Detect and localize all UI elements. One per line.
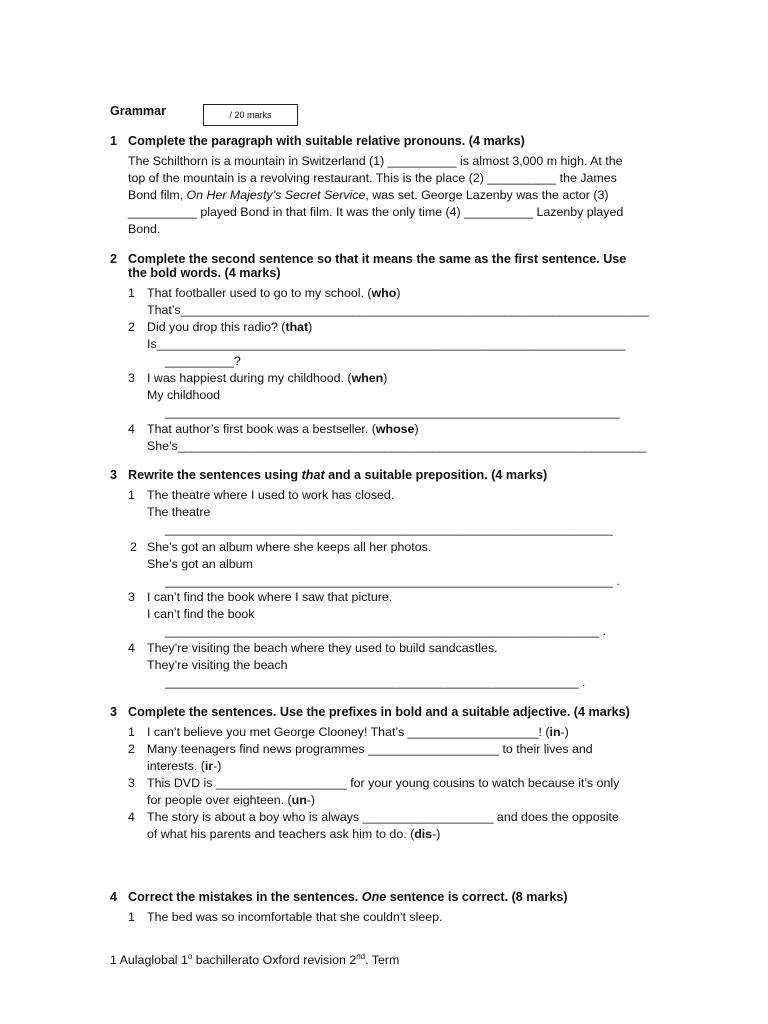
ex2-item-2-number: 2 bbox=[128, 320, 135, 334]
ex3-item-1-text: The theatre where I used to work has closed. bbox=[147, 488, 395, 502]
ex2-item-3-stem: My childhood bbox=[147, 388, 221, 402]
ex4-item-4-number: 4 bbox=[128, 810, 135, 824]
ex2-item-3-close: ) bbox=[383, 371, 388, 385]
ex5-heading-pre: Correct the mistakes in the sentences. bbox=[128, 890, 362, 904]
ex4-item-4-close: -) bbox=[432, 827, 441, 841]
ex2-item-4-number: 4 bbox=[128, 422, 135, 436]
ex4-item-3-prefix: un bbox=[291, 793, 307, 807]
ex2-item-2-prompt: Did you drop this radio? ( bbox=[147, 320, 286, 334]
ex2-item-1-answer[interactable]: That’s____________________________________________________________________ bbox=[147, 303, 650, 317]
ex2-item-3-answer[interactable]: __________________________________________________________________ bbox=[165, 405, 620, 419]
ex2-item-1-keyword: who bbox=[371, 286, 397, 300]
ex3-item-4-blank[interactable]: ____________________________________________________________ . bbox=[165, 675, 586, 689]
ex2-item-3-keyword: when bbox=[351, 371, 384, 385]
ex2-item-2-text bbox=[147, 319, 312, 336]
ex5-heading-post: sentence is correct. (8 marks) bbox=[386, 890, 568, 904]
ex2-item-4-keyword: whose bbox=[375, 422, 415, 436]
ex4-item-3-prompt: for people over eighteen. ( bbox=[147, 793, 292, 807]
ex3-item-1-blank[interactable]: _________________________________________________________________ bbox=[165, 522, 613, 536]
ex2-heading-1: Complete the second sentence so that it means the same as the first sentence. Use bbox=[128, 252, 627, 266]
ex4-item-2-line-2 bbox=[147, 758, 221, 775]
ex2-item-2-keyword: that bbox=[285, 320, 309, 334]
ex4-item-3-line-1: This DVD is ___________________ for your young cousins to watch because it’s only bbox=[147, 776, 620, 790]
ex5-heading-italic: One bbox=[361, 890, 387, 904]
ex5-number: 4 bbox=[110, 890, 118, 904]
ex2-item-1-close: ) bbox=[396, 286, 401, 300]
ex1-line-1: The Schilthorn is a mountain in Switzerland (1) __________ is almost 3,000 m high. At the bbox=[128, 154, 623, 168]
ex1-number: 1 bbox=[110, 134, 118, 148]
marks-box bbox=[203, 104, 298, 126]
ex3-item-2-number: 2 bbox=[130, 540, 137, 554]
ex4-item-4-prompt: of what his parents and teachers ask him to do. ( bbox=[147, 827, 415, 841]
ex2-item-1-prompt: That footballer used to go to my school. ( bbox=[147, 286, 372, 300]
ex3-item-3-number: 3 bbox=[128, 590, 135, 604]
ex4-item-1-text bbox=[147, 724, 569, 741]
ex2-item-2-close: ) bbox=[308, 320, 313, 334]
ex2-item-4-answer[interactable]: She’s____________________________________________________________________ bbox=[147, 439, 647, 453]
ex2-item-1-text bbox=[147, 285, 400, 302]
ex4-item-2-prompt: interests. ( bbox=[147, 759, 205, 773]
ex3-item-2-blank[interactable]: _________________________________________________________________ . bbox=[165, 574, 620, 588]
section-title: Grammar bbox=[110, 104, 167, 118]
ex1-line-5: Bond. bbox=[128, 222, 161, 236]
ex4-number: 3 bbox=[110, 705, 118, 719]
ex3-item-2-stem: She’s got an album bbox=[147, 557, 253, 571]
ex2-heading-2: the bold words. (4 marks) bbox=[128, 266, 281, 280]
ex3-heading-italic: that bbox=[301, 468, 325, 482]
ex4-item-3-close: -) bbox=[306, 793, 316, 807]
ex2-item-4-prompt: That author’s first book was a bestseller. ( bbox=[147, 422, 376, 436]
ex2-item-3-prompt: I was happiest during my childhood. ( bbox=[147, 371, 352, 385]
ex3-item-1-stem: The theatre bbox=[147, 505, 211, 519]
footer-post: . Term bbox=[365, 953, 400, 967]
ex2-item-4-text bbox=[147, 421, 419, 438]
ex4-item-2-number: 2 bbox=[128, 742, 135, 756]
ex3-item-4-stem: They’re visiting the beach bbox=[147, 658, 288, 672]
ex1-heading: Complete the paragraph with suitable relative pronouns. (4 marks) bbox=[128, 134, 525, 148]
ex4-item-4-prefix: dis bbox=[414, 827, 433, 841]
ex2-number: 2 bbox=[110, 252, 118, 266]
footer-mid: bachillerato Oxford revision 2 bbox=[192, 953, 357, 967]
ex3-item-1-number: 1 bbox=[128, 488, 135, 502]
marks-box-label: / 20 marks bbox=[229, 110, 272, 120]
ex4-item-2-line-1: Many teenagers find news programmes ___________________ to their lives and bbox=[147, 742, 593, 756]
ex5-item-1-text: The bed was so incomfortable that she couldn’t sleep. bbox=[147, 910, 443, 924]
ex4-item-3-line-2 bbox=[147, 792, 315, 809]
ex2-item-4-close: ) bbox=[414, 422, 419, 436]
ex5-item-1-number: 1 bbox=[128, 910, 135, 924]
ex3-heading bbox=[128, 467, 547, 484]
ex2-item-3-number: 3 bbox=[128, 371, 135, 385]
ex4-item-1-close: -) bbox=[560, 725, 569, 739]
ex3-item-3-text: I can’t find the book where I saw that picture. bbox=[147, 590, 393, 604]
ex1-line-2: top of the mountain is a revolving restaurant. This is the place (2) __________ the James bbox=[128, 171, 617, 185]
ex3-item-4-number: 4 bbox=[128, 641, 135, 655]
footer-sup-2: nd bbox=[356, 951, 366, 961]
ex1-line-4: __________ played Bond in that film. It was the only time (4) __________ Lazenby played bbox=[128, 205, 624, 219]
ex3-heading-post: and a suitable preposition. (4 marks) bbox=[324, 468, 548, 482]
ex1-line-3-pre: Bond film, bbox=[128, 188, 187, 202]
ex4-item-1-prompt: I can’t believe you met George Clooney! That’s ___________________! ( bbox=[147, 725, 550, 739]
film-title: On Her Majesty’s Secret Service bbox=[186, 188, 366, 202]
ex1-line-3 bbox=[128, 187, 608, 204]
ex5-heading bbox=[128, 889, 568, 906]
ex2-item-3-text bbox=[147, 370, 387, 387]
ex4-item-1-prefix: in bbox=[549, 725, 561, 739]
ex4-item-2-close: -) bbox=[213, 759, 222, 773]
ex1-line-3-post: , was set. George Lazenby was the actor (3) bbox=[365, 188, 609, 202]
ex4-item-4-line-1: The story is about a boy who is always ___________________ and does the opposite bbox=[147, 810, 619, 824]
footer-pre: 1 Aulaglobal 1 bbox=[110, 953, 188, 967]
ex2-item-2-answer[interactable]: Is____________________________________________________________________ bbox=[147, 337, 626, 351]
ex4-item-4-line-2 bbox=[147, 826, 440, 843]
footer-sup-1: o bbox=[187, 951, 193, 961]
ex3-number: 3 bbox=[110, 468, 118, 482]
ex3-heading-pre: Rewrite the sentences using bbox=[128, 468, 302, 482]
ex3-item-3-stem: I can’t find the book bbox=[147, 607, 255, 621]
ex4-heading: Complete the sentences. Use the prefixes in bold and a suitable adjective. (4 marks) bbox=[128, 705, 630, 719]
ex2-item-1-number: 1 bbox=[128, 286, 135, 300]
ex3-item-4-text: They’re visiting the beach where they used to build sandcastles. bbox=[147, 641, 498, 655]
ex4-item-1-number: 1 bbox=[128, 725, 135, 739]
ex3-item-2-text: She’s got an album where she keeps all her photos. bbox=[147, 540, 432, 554]
page-footer bbox=[110, 952, 399, 969]
ex3-item-3-blank[interactable]: _______________________________________________________________ . bbox=[165, 624, 607, 638]
ex4-item-3-number: 3 bbox=[128, 776, 135, 790]
ex2-item-2-answer-cont[interactable]: __________? bbox=[165, 354, 241, 368]
ex4-item-2-prefix: ir bbox=[204, 759, 214, 773]
